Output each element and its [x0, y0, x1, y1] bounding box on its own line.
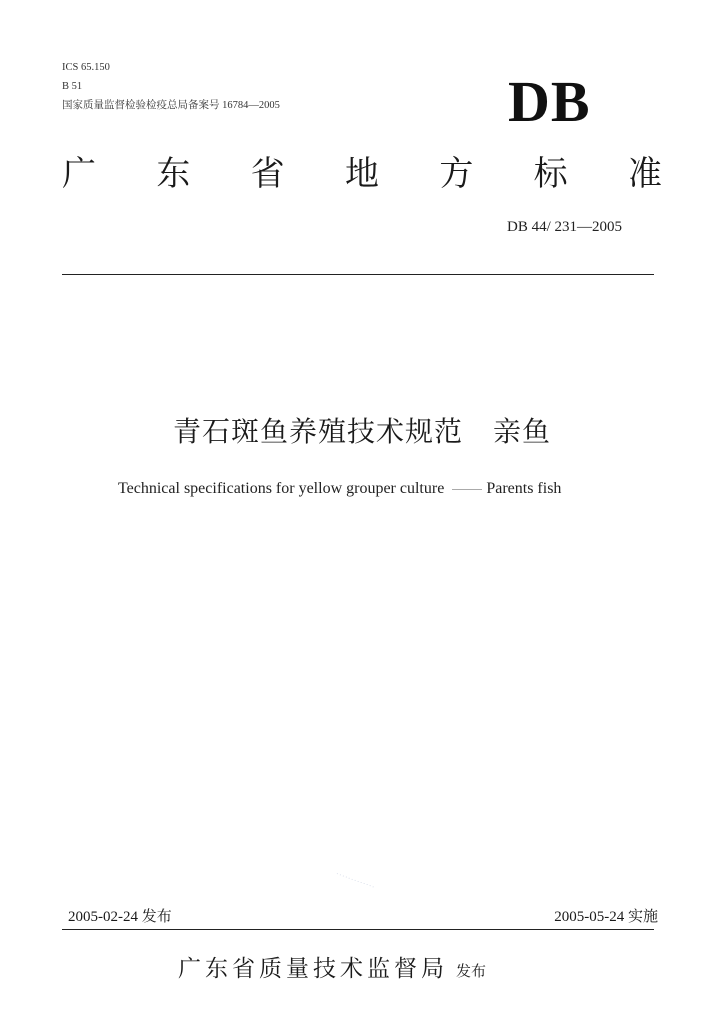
- english-title-main: Technical specifications for yellow grouper culture: [118, 480, 445, 497]
- bottom-divider: [62, 929, 654, 930]
- standard-type-char: 广: [62, 154, 96, 194]
- publisher-verb: 发布: [456, 962, 487, 980]
- title-dash: [452, 489, 482, 490]
- standard-number: DB 44/ 231—2005: [506, 219, 622, 235]
- standard-type-char: 准: [627, 154, 662, 194]
- publisher-line: [178, 950, 486, 983]
- publisher-name: 广东省质量技术监督局: [178, 956, 448, 982]
- top-divider: [62, 274, 654, 275]
- chinese-title-sub: 亲鱼: [493, 415, 552, 448]
- standard-type-char: 标: [533, 154, 568, 194]
- db-logo: DB: [508, 69, 591, 134]
- standard-type-char: 地: [344, 154, 379, 194]
- standard-type: [62, 152, 662, 196]
- chinese-title: [0, 410, 724, 450]
- filing-number: 国家质量监督检验检疫总局备案号 16784—2005: [62, 100, 280, 111]
- ics-code: ICS 65.150: [62, 62, 110, 73]
- standard-type-char: 省: [250, 154, 285, 194]
- implementation-date: 2005-05-24 实施: [554, 909, 658, 925]
- faint-stamp-watermark: · · · · · · · · · · · · ·: [335, 871, 375, 891]
- chinese-title-main: 青石斑鱼养殖技术规范: [172, 415, 463, 448]
- issue-date: 2005-02-24 发布: [68, 909, 172, 925]
- english-title-sub: Parents fish: [486, 480, 562, 497]
- ccs-code: B 51: [62, 81, 83, 92]
- standard-type-char: 东: [156, 154, 191, 194]
- english-title: [118, 480, 561, 498]
- header-meta: [62, 58, 280, 115]
- standard-type-char: 方: [439, 154, 474, 194]
